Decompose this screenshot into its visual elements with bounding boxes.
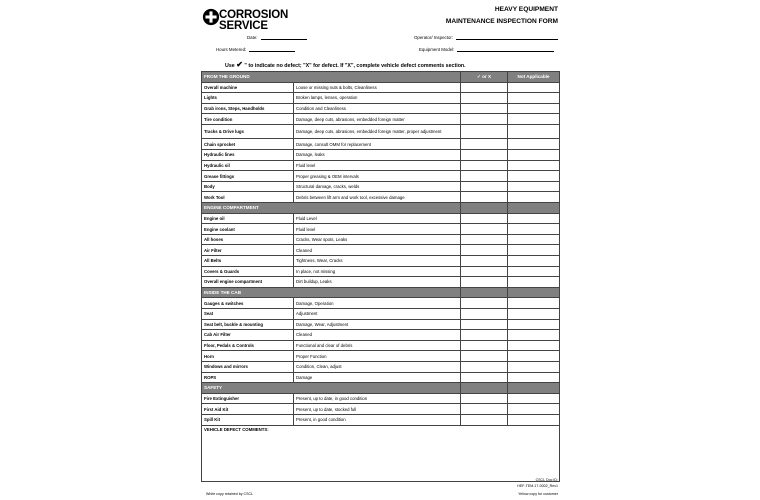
inspection-table-body [202,72,560,482]
item-description: Cleaned [294,330,461,341]
check-cell[interactable] [461,393,508,404]
not-applicable-cell[interactable] [508,351,560,362]
check-cell[interactable] [461,361,508,372]
table-row [202,114,560,125]
item-description: In place, not missing [294,266,461,277]
item-name: Engine oil [202,213,294,224]
item-description: Broken lamps, lenses, operation [294,93,461,104]
not-applicable-cell[interactable] [508,319,560,330]
column-header-not-applicable: Not Applicable [508,72,560,83]
item-description: Condition, Clean, adjust [294,361,461,372]
not-applicable-cell[interactable] [508,404,560,415]
not-applicable-cell[interactable] [508,393,560,404]
item-name: Spill Kit [202,414,294,425]
check-cell[interactable] [461,234,508,245]
item-name: Lights [202,93,294,104]
not-applicable-cell[interactable] [508,298,560,309]
table-row [202,82,560,93]
check-cell[interactable] [461,308,508,319]
table-row [202,234,560,245]
check-cell[interactable] [461,224,508,235]
table-row [202,404,560,415]
item-name: Hydraulic lines [202,150,294,161]
table-row [202,181,560,192]
check-cell[interactable] [461,93,508,104]
item-description: Cracks, Wear spots, Leaks [294,234,461,245]
not-applicable-cell[interactable] [508,245,560,256]
model-line[interactable] [457,45,554,52]
section-header-blank [508,287,560,298]
table-row [202,245,560,256]
cross-logo-icon [202,8,220,26]
not-applicable-cell[interactable] [508,372,560,383]
item-name: Cab Air Filter [202,330,294,341]
item-description: Damage, Operation [294,298,461,309]
item-description: Damage, Wear, Adjustment [294,319,461,330]
check-cell[interactable] [461,256,508,267]
table-row [202,160,560,171]
check-cell[interactable] [461,277,508,288]
check-cell[interactable] [461,319,508,330]
not-applicable-cell[interactable] [508,234,560,245]
item-name: Overall engine compartment [202,277,294,288]
section-header [202,203,560,214]
instruction-prefix: Use [225,63,235,69]
not-applicable-cell[interactable] [508,330,560,341]
instruction-text [225,60,466,69]
check-cell[interactable] [461,150,508,161]
inspection-table [201,71,560,482]
item-name: Engine coolant [202,224,294,235]
table-row [202,139,560,150]
check-cell[interactable] [461,266,508,277]
table-row [202,308,560,319]
item-name: Work Tool [202,192,294,203]
table-row [202,330,560,341]
item-name: Seat [202,308,294,319]
item-description: Fluid Level [294,213,461,224]
item-name: All Belts [202,256,294,267]
not-applicable-cell[interactable] [508,266,560,277]
table-row [202,103,560,114]
item-description: Damage, deep cuts, abrasions, embedded foreign matter, proper adjustment [294,124,461,139]
logo-text-corrosion: CORROSION [219,9,289,21]
item-description: Damage, leaks [294,150,461,161]
item-description: Condition and Cleanliness [294,103,461,114]
item-name: Windows and mirrors [202,361,294,372]
item-description: Damage [294,372,461,383]
column-header-check: ✓ or X [461,72,508,83]
instruction-rest: " to indicate no defect; "X" for defect. If "X", complete vehicle defect comments section. [244,63,466,69]
model-field[interactable] [419,45,554,52]
item-name: Grab irons, Steps, Handholds [202,103,294,114]
form-title-line1: HEAVY EQUIPMENT [494,6,558,13]
not-applicable-cell[interactable] [508,82,560,93]
form-title-line2: MAINTENANCE INSPECTION FORM [445,18,558,25]
not-applicable-cell[interactable] [508,114,560,125]
item-name: Chain sprocket [202,139,294,150]
table-row [202,266,560,277]
check-cell[interactable] [461,414,508,425]
item-description: Debris between lift arm and work tool, excessive damage [294,192,461,203]
check-cell[interactable] [461,171,508,182]
doc-id-value: HEF-TEM-17-0002_Rev1 [517,484,558,488]
table-row [202,213,560,224]
table-row [202,393,560,404]
date-label: Date: [247,35,258,40]
footer-right-note: Yellow copy for customer [518,492,558,496]
not-applicable-cell[interactable] [508,103,560,114]
not-applicable-cell[interactable] [508,224,560,235]
item-description: Present, up to date, stocked full [294,404,461,415]
operator-label: Operator/ Inspector: [414,35,454,40]
company-logo [200,5,290,31]
section-header [202,72,560,83]
hours-field[interactable] [216,45,295,52]
not-applicable-cell[interactable] [508,150,560,161]
footer-left-note: White copy retained by CSCL [206,492,254,496]
section-header-blank [508,203,560,214]
check-cell[interactable] [461,82,508,93]
section-title: FROM THE GROUND [202,72,461,83]
not-applicable-cell[interactable] [508,93,560,104]
section-header [202,383,560,394]
item-name: Air Filter [202,245,294,256]
item-description: Proper greasing & OEM intervals [294,171,461,182]
date-line[interactable] [261,33,307,40]
item-name: Floor, Pedals & Controls [202,340,294,351]
item-description: Loose or missing nuts & bolts, Cleanliness [294,82,461,93]
item-name: First Aid Kit [202,404,294,415]
item-description: Structural damage, cracks, welds [294,181,461,192]
check-cell[interactable] [461,181,508,192]
check-cell[interactable] [461,372,508,383]
section-title: ENGINE COMPARTMENT [202,203,461,214]
operator-field[interactable] [414,33,558,40]
logo-text-service: SERVICE [219,20,268,32]
not-applicable-cell[interactable] [508,124,560,139]
item-name: Gauges & switches [202,298,294,309]
table-row [202,372,560,383]
section-title: INSIDE THE CAB [202,287,461,298]
check-cell[interactable] [461,330,508,341]
table-row [202,256,560,267]
check-cell[interactable] [461,340,508,351]
item-description: Cleaned [294,245,461,256]
section-title: SAFETY [202,383,461,394]
item-description: Present, in good condition [294,414,461,425]
not-applicable-cell[interactable] [508,139,560,150]
item-description: Fluid level [294,224,461,235]
table-row [202,93,560,104]
item-name: Grease fittings [202,171,294,182]
table-row [202,277,560,288]
date-field[interactable] [247,33,307,40]
item-name: Horn [202,351,294,362]
table-row [202,224,560,235]
doc-id-label: CSCL Doc ID: [535,478,558,482]
not-applicable-cell[interactable] [508,414,560,425]
not-applicable-cell[interactable] [508,308,560,319]
table-row [202,361,560,372]
hours-label: Hours Metered: [216,47,247,52]
table-row [202,124,560,139]
not-applicable-cell[interactable] [508,277,560,288]
check-cell[interactable] [461,298,508,309]
comments-row[interactable] [202,425,560,481]
table-row [202,340,560,351]
item-name: Overall machine [202,82,294,93]
checkmark-icon: ✔ [236,60,243,69]
item-description: Fluid level [294,160,461,171]
item-description: Damage, deep cuts, abrasions, embedded foreign matter [294,114,461,125]
hours-line[interactable] [249,45,295,52]
item-description: Tightness, Wear, Cracks [294,256,461,267]
item-description: Functional and clear of debris [294,340,461,351]
section-header-blank [461,383,508,394]
item-name: ROPS [202,372,294,383]
operator-line[interactable] [456,33,558,40]
item-name: Hydraulic oil [202,160,294,171]
item-name: Tracks & Drive lugs [202,124,294,139]
not-applicable-cell[interactable] [508,192,560,203]
section-header-blank [461,287,508,298]
item-description: Proper Function [294,351,461,362]
not-applicable-cell[interactable] [508,340,560,351]
check-cell[interactable] [461,124,508,139]
check-cell[interactable] [461,245,508,256]
item-name: Covers & Guards [202,266,294,277]
check-cell[interactable] [461,404,508,415]
item-name: Tire condition [202,114,294,125]
item-description: Damage, consult OMM for replacement [294,139,461,150]
section-header [202,287,560,298]
check-cell[interactable] [461,103,508,114]
table-row [202,192,560,203]
not-applicable-cell[interactable] [508,171,560,182]
check-cell[interactable] [461,139,508,150]
not-applicable-cell[interactable] [508,160,560,171]
table-row [202,351,560,362]
item-name: Fire Extinguisher [202,393,294,404]
table-row [202,150,560,161]
not-applicable-cell[interactable] [508,213,560,224]
table-row [202,171,560,182]
not-applicable-cell[interactable] [508,361,560,372]
not-applicable-cell[interactable] [508,256,560,267]
item-name: Body [202,181,294,192]
item-name: All hoses [202,234,294,245]
table-row [202,414,560,425]
item-name: Seat belt, buckle & mounting [202,319,294,330]
table-row [202,319,560,330]
item-description: Present, up to date, in good condition [294,393,461,404]
check-cell[interactable] [461,192,508,203]
section-header-blank [461,203,508,214]
check-cell[interactable] [461,114,508,125]
check-cell[interactable] [461,351,508,362]
inspection-form-page [200,0,564,500]
table-row [202,298,560,309]
not-applicable-cell[interactable] [508,181,560,192]
model-label: Equipment Model: [419,47,455,52]
comments-label[interactable]: VEHICLE DEFECT COMMENTS: [202,425,560,481]
item-description: Dirt buildup, Leaks [294,277,461,288]
item-description: Adjustment [294,308,461,319]
check-cell[interactable] [461,160,508,171]
check-cell[interactable] [461,213,508,224]
section-header-blank [508,383,560,394]
